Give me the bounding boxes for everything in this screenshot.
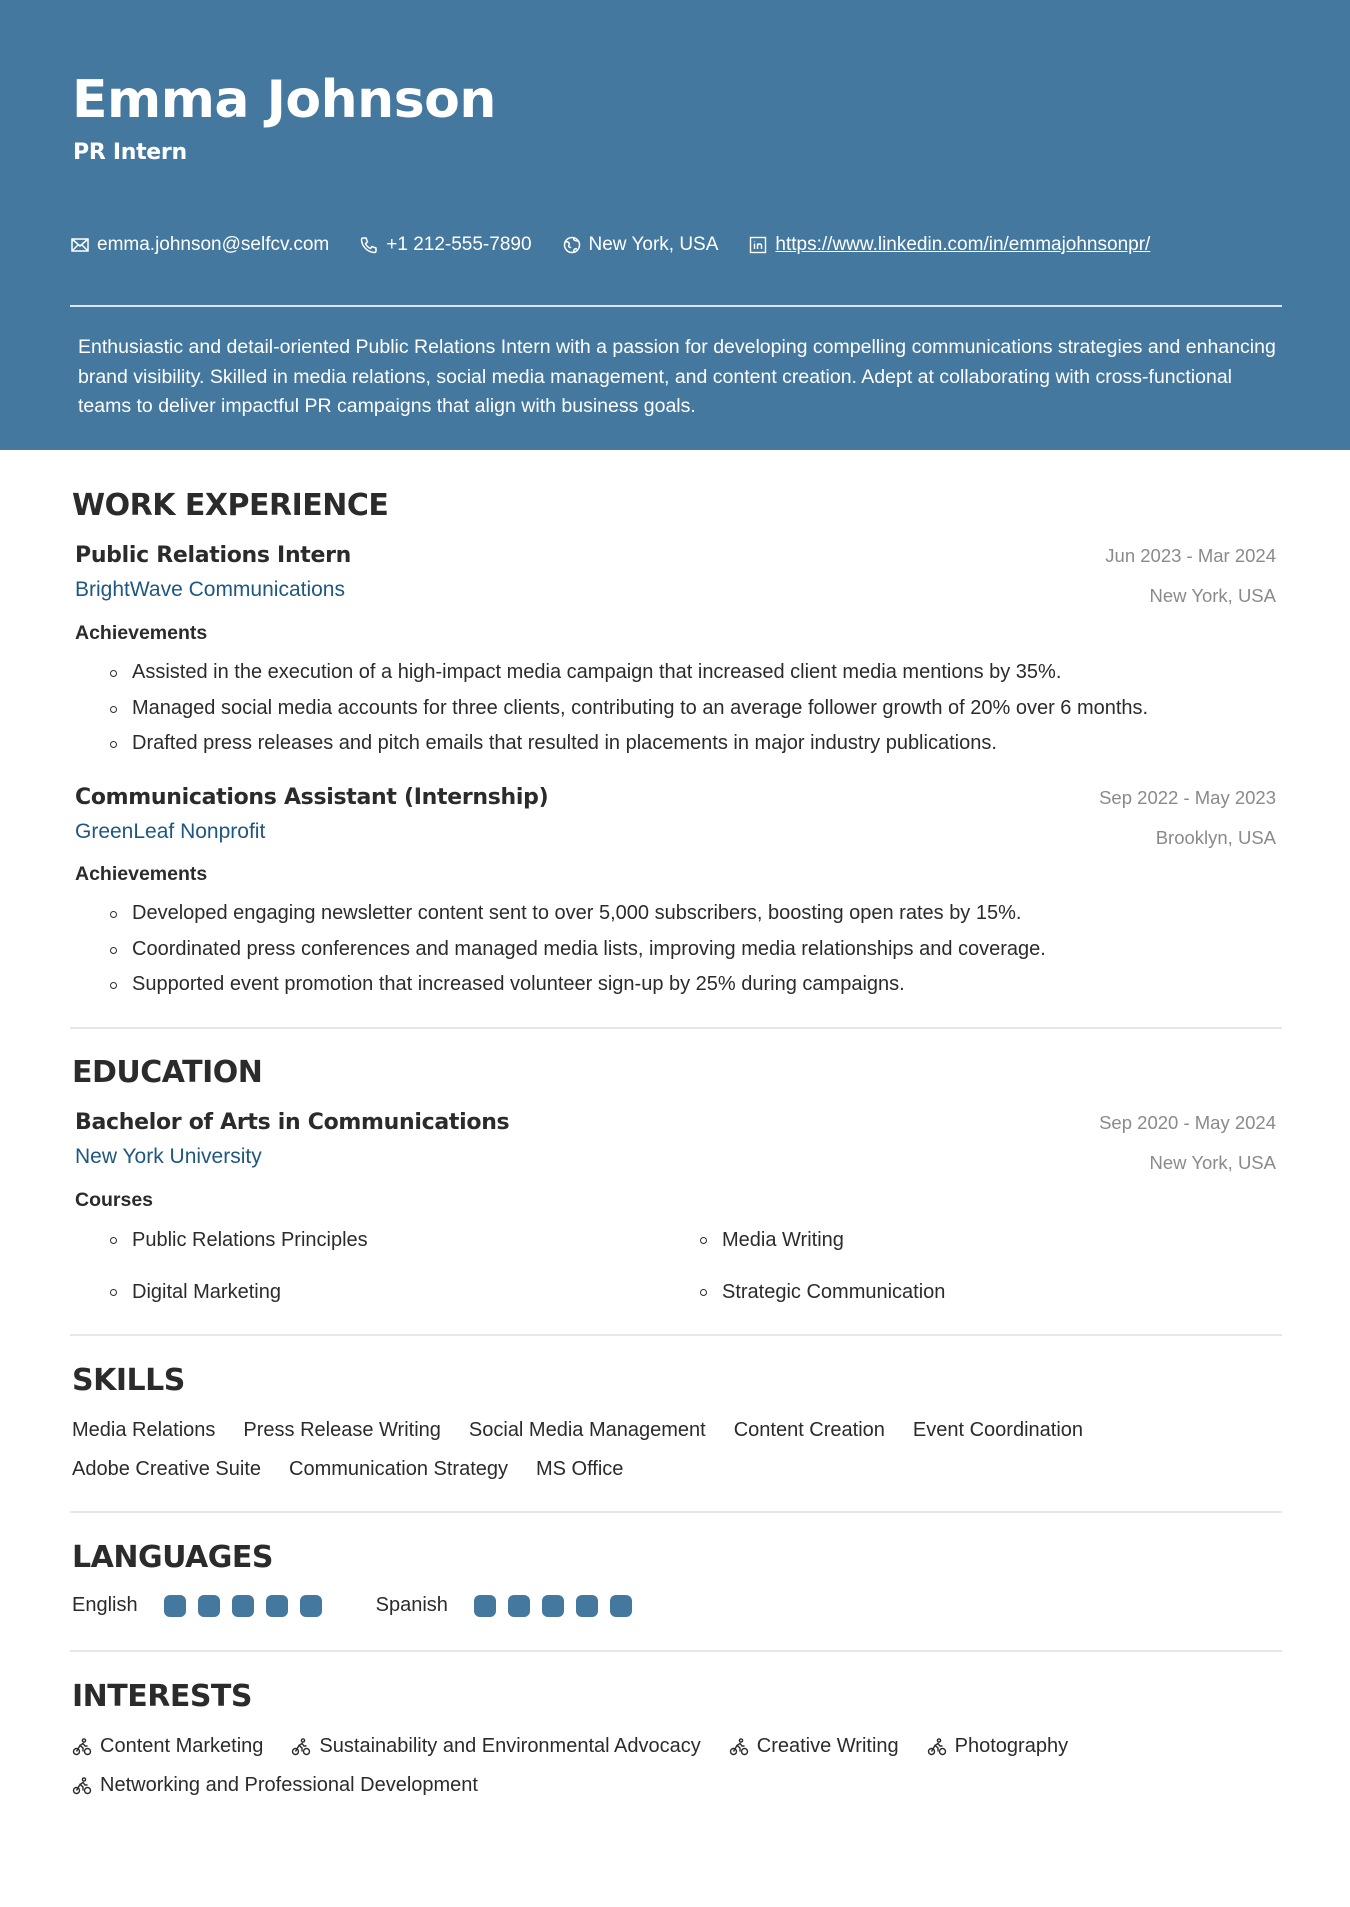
interests-list (72, 1733, 1292, 1799)
job-location: New York, USA (1149, 585, 1276, 606)
list-item: Supported event promotion that increased volunteer sign-up by 25% during campaigns. (108, 967, 1046, 1003)
skill-item: Content Creation (733, 1419, 885, 1441)
skill-item: Communication Strategy (289, 1458, 508, 1480)
list-item: Drafted press releases and pitch emails that resulted in placements in major industry publications. (108, 726, 1148, 762)
cyclist-icon (729, 1737, 749, 1757)
interest-item (927, 1733, 1068, 1760)
interest-item (291, 1733, 700, 1760)
language-name: English (72, 1594, 138, 1616)
section-divider (70, 1511, 1282, 1513)
interest-item (729, 1733, 899, 1760)
globe-icon (562, 235, 582, 255)
contact-location (562, 234, 719, 256)
education-location: New York, USA (1149, 1152, 1276, 1173)
section-title-education: EDUCATION (72, 1055, 263, 1090)
section-title-languages: LANGUAGES (72, 1540, 273, 1575)
cyclist-icon (927, 1737, 947, 1757)
contact-bar (70, 232, 1180, 258)
job-dates: Jun 2023 - Mar 2024 (1105, 545, 1276, 566)
skill-item: Event Coordination (912, 1419, 1084, 1441)
list-item: Coordinated press conferences and managed media lists, improving media relationships and coverage. (108, 932, 1046, 968)
linkedin-link[interactable]: https://www.linkedin.com/in/emmajohnsonpr/ (775, 234, 1151, 255)
achievements-label: Achievements (75, 863, 208, 885)
skill-item: Media Relations (72, 1419, 216, 1441)
language-item (376, 1594, 644, 1617)
contact-phone[interactable] (359, 234, 531, 256)
course-item: Public Relations Principles (108, 1225, 698, 1255)
job-title: Public Relations Intern (75, 543, 352, 568)
section-divider (70, 1334, 1282, 1336)
section-title-work-experience: WORK EXPERIENCE (72, 488, 389, 523)
list-item: Managed social media accounts for three clients, contributing to an average follower growth of 20% over 6 months. (108, 691, 1148, 727)
job-location: Brooklyn, USA (1155, 827, 1276, 848)
languages-list (72, 1594, 686, 1617)
course-item: Media Writing (698, 1225, 1288, 1255)
interest-label: Sustainability and Environmental Advocacy (319, 1735, 701, 1757)
achievements-list (108, 655, 1148, 762)
contact-email[interactable] (70, 234, 329, 256)
proficiency-rating (474, 1595, 644, 1617)
list-item: Assisted in the execution of a high-impact media campaign that increased client media mentions by 35%. (108, 655, 1148, 691)
education-dates: Sep 2020 - May 2024 (1099, 1112, 1276, 1133)
interest-item (72, 1772, 478, 1799)
proficiency-rating (164, 1595, 334, 1617)
skill-item: Social Media Management (468, 1419, 706, 1441)
job-dates: Sep 2022 - May 2023 (1099, 787, 1276, 808)
cyclist-icon (72, 1737, 92, 1757)
skill-item: MS Office (536, 1458, 624, 1480)
interest-label: Creative Writing (756, 1735, 899, 1757)
rating-dot (266, 1595, 288, 1617)
candidate-role: PR Intern (73, 140, 187, 165)
phone-icon (359, 235, 379, 255)
interest-label: Networking and Professional Development (100, 1774, 478, 1796)
school-name: New York University (75, 1145, 262, 1168)
degree-title: Bachelor of Arts in Communications (75, 1110, 510, 1135)
achievements-label: Achievements (75, 622, 208, 644)
rating-dot (300, 1595, 322, 1617)
rating-dot (542, 1595, 564, 1617)
section-divider (70, 1650, 1282, 1652)
course-item: Strategic Communication (698, 1277, 1288, 1307)
section-title-skills: SKILLS (72, 1363, 185, 1398)
rating-dot (232, 1595, 254, 1617)
envelope-icon (70, 235, 90, 255)
header-divider (70, 305, 1282, 307)
course-item: Digital Marketing (108, 1277, 698, 1307)
cyclist-icon (291, 1737, 311, 1757)
interest-label: Photography (954, 1735, 1069, 1757)
courses-label: Courses (75, 1189, 154, 1211)
resume-header (0, 0, 1350, 450)
courses-list (108, 1225, 1288, 1307)
phone-text: +1 212-555-7890 (386, 234, 532, 255)
rating-dot (164, 1595, 186, 1617)
rating-dot (474, 1595, 496, 1617)
candidate-name: Emma Johnson (72, 70, 496, 130)
contact-linkedin[interactable] (748, 234, 1150, 256)
rating-dot (610, 1595, 632, 1617)
section-title-interests: INTERESTS (72, 1679, 252, 1714)
skill-item: Adobe Creative Suite (72, 1458, 262, 1480)
language-item (72, 1594, 334, 1617)
location-text: New York, USA (588, 234, 719, 255)
rating-dot (576, 1595, 598, 1617)
cyclist-icon (72, 1776, 92, 1796)
skill-item: Press Release Writing (243, 1419, 441, 1441)
profile-summary: Enthusiastic and detail-oriented Public Relations Intern with a passion for developing compelling communications strategies and enhancing brand visibility. Skilled in media relations, social media management, and content creation. Adept at collaborating with cross-functional teams to deliver impactful PR campaigns that align with business goals. (78, 336, 1276, 417)
interest-label: Content Marketing (100, 1735, 264, 1757)
list-item: Developed engaging newsletter content sent to over 5,000 subscribers, boosting open rates by 15%. (108, 896, 1046, 932)
achievements-list (108, 896, 1046, 1003)
language-name: Spanish (375, 1594, 448, 1616)
job-title: Communications Assistant (Internship) (75, 785, 549, 810)
section-divider (70, 1027, 1282, 1029)
rating-dot (198, 1595, 220, 1617)
linkedin-icon (748, 235, 768, 255)
interest-item (72, 1733, 263, 1760)
rating-dot (508, 1595, 530, 1617)
email-text: emma.johnson@selfcv.com (97, 234, 330, 255)
job-company: GreenLeaf Nonprofit (75, 820, 266, 843)
job-company: BrightWave Communications (75, 578, 345, 601)
skills-list (72, 1417, 1292, 1483)
